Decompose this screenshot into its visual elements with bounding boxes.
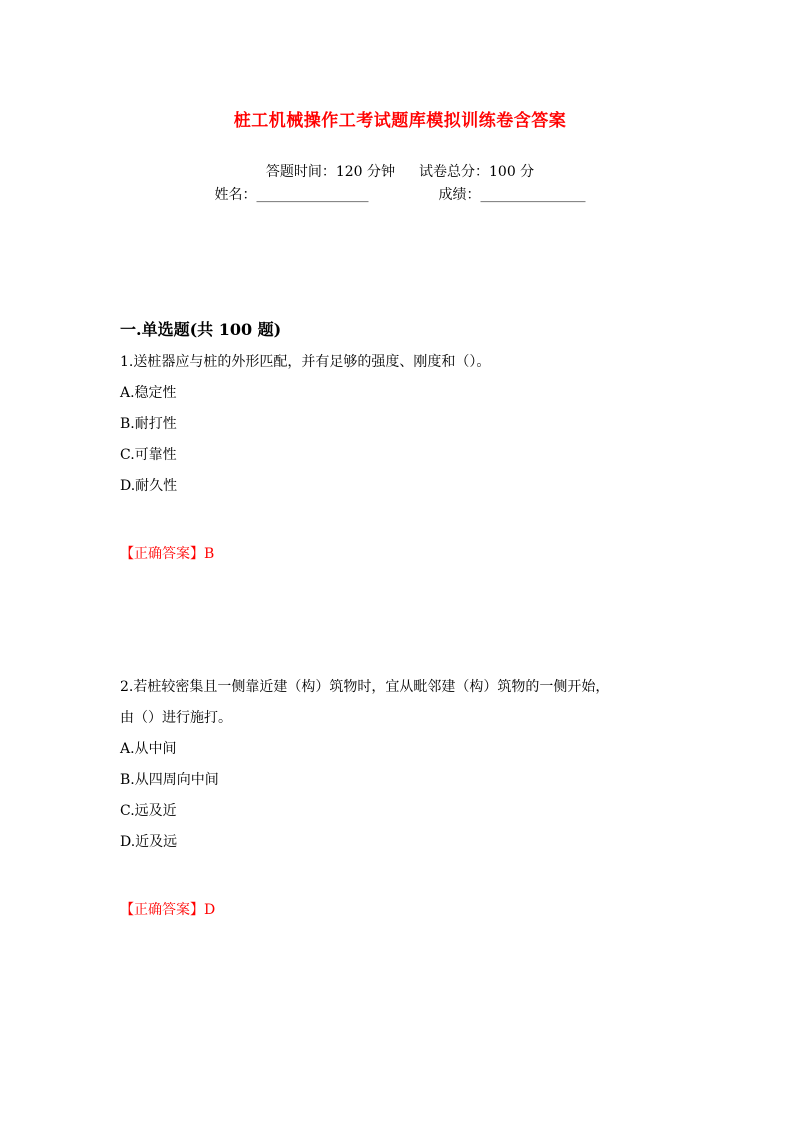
question-stem-line-1: 2.若桩较密集且一侧靠近建（构）筑物时，宜从毗邻建（构）筑物的一侧开始，	[120, 679, 610, 695]
question-stem-line-2: 由（）进行施打。	[120, 710, 232, 726]
option-a: A.从中间	[120, 741, 177, 757]
score-label: 试卷总分：100 分	[419, 164, 535, 180]
answer-1: 【正确答案】B	[120, 546, 215, 562]
exam-title: 桩工机械操作工考试题库模拟训练卷含答案	[233, 111, 567, 131]
answer-2: 【正确答案】D	[120, 902, 216, 918]
option-c: C.可靠性	[120, 447, 177, 463]
option-c: C.远及近	[120, 803, 177, 819]
grade-blank: _______________	[480, 187, 586, 203]
option-a: A.稳定性	[120, 385, 177, 401]
option-d: D.近及远	[120, 834, 178, 850]
option-b: B.耐打性	[120, 416, 177, 432]
name-label: 姓名：	[214, 187, 257, 203]
option-d: D.耐久性	[120, 478, 178, 494]
question-stem: 1.送桩器应与桩的外形匹配，并有足够的强度、刚度和（）。	[120, 354, 491, 370]
section-title: 一.单选题(共 100 题)	[120, 320, 282, 339]
time-label: 答题时间：120 分钟	[265, 164, 395, 180]
exam-meta-time-score	[0, 161, 800, 181]
exam-meta-name-grade	[0, 184, 800, 204]
question-2	[120, 677, 700, 863]
name-blank: ________________	[256, 187, 369, 203]
grade-label: 成绩：	[438, 187, 481, 203]
option-b: B.从四周向中间	[120, 772, 219, 788]
question-1	[120, 352, 700, 507]
